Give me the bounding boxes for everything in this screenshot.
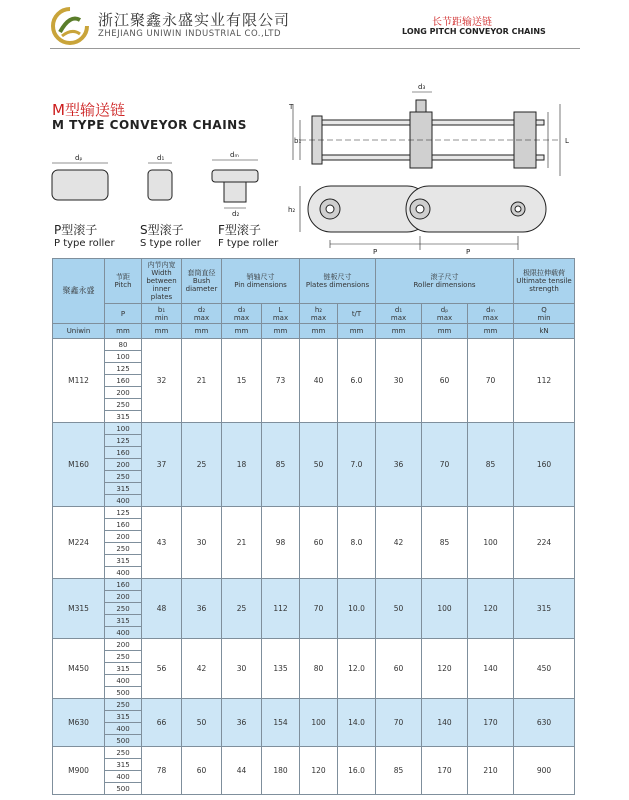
table-row	[53, 699, 575, 711]
brand-header: 聚鑫永盛	[53, 259, 105, 324]
pitch-cell: 160	[105, 579, 142, 591]
sym-p: P	[105, 304, 142, 324]
sym-d2: d₂ max	[182, 304, 222, 324]
product-line-cn: 长节距输送链	[432, 17, 492, 28]
value-cell-tt: 12.0	[338, 639, 376, 699]
sym-d1: d₁ max	[376, 304, 422, 324]
pitch-cell: 200	[105, 531, 142, 543]
series-cell: M160	[53, 423, 105, 507]
company-logo-icon	[50, 6, 90, 46]
value-cell-d1: 36	[376, 423, 422, 507]
value-cell-b1: 48	[142, 579, 182, 639]
value-cell-q: 900	[514, 747, 575, 795]
value-cell-dp: 170	[422, 747, 468, 795]
value-cell-dp: 140	[422, 699, 468, 747]
pitch-cell: 250	[105, 471, 142, 483]
value-cell-b1: 56	[142, 639, 182, 699]
value-cell-b1: 37	[142, 423, 182, 507]
unit-cell: mm	[376, 324, 422, 339]
roller-f-dim2: d₂	[232, 210, 240, 218]
value-cell-dm: 85	[468, 423, 514, 507]
value-cell-dp: 70	[422, 423, 468, 507]
section-title-cn: M型输送链	[52, 101, 125, 119]
value-cell-dp: 85	[422, 507, 468, 579]
company-name-cn: 浙江聚鑫永盛实业有限公司	[98, 11, 291, 29]
value-cell-tt: 10.0	[338, 579, 376, 639]
value-cell-b1: 43	[142, 507, 182, 579]
pitch-cell: 125	[105, 363, 142, 375]
value-cell-q: 112	[514, 339, 575, 423]
value-cell-l: 135	[262, 639, 300, 699]
pitch-cell: 250	[105, 399, 142, 411]
plate-header: 链板尺寸 Plates dimensions	[300, 259, 376, 304]
strength-header: 极限拉伸载荷 Ultimate tensile strength	[514, 259, 575, 304]
series-cell: M315	[53, 579, 105, 639]
series-cell: M450	[53, 639, 105, 699]
value-cell-l: 180	[262, 747, 300, 795]
diagram-label-l: L	[565, 137, 569, 145]
table-row	[53, 639, 575, 651]
roller-p-dim: dₚ	[75, 154, 83, 162]
value-cell-h2: 70	[300, 579, 338, 639]
value-cell-d1: 30	[376, 339, 422, 423]
value-cell-tt: 7.0	[338, 423, 376, 507]
spec-table-body	[53, 339, 575, 795]
table-row	[53, 507, 575, 519]
unit-cell: mm	[300, 324, 338, 339]
value-cell-q: 630	[514, 699, 575, 747]
value-cell-d2: 50	[182, 699, 222, 747]
series-cell: M900	[53, 747, 105, 795]
roller-s-label: S型滚子 S type roller	[140, 223, 201, 249]
pitch-cell: 100	[105, 423, 142, 435]
pitch-cell: 100	[105, 351, 142, 363]
pitch-cell: 250	[105, 747, 142, 759]
unit-cell: mm	[468, 324, 514, 339]
value-cell-dm: 100	[468, 507, 514, 579]
value-cell-d3: 25	[222, 579, 262, 639]
pitch-cell: 160	[105, 447, 142, 459]
value-cell-d2: 21	[182, 339, 222, 423]
pitch-cell: 200	[105, 591, 142, 603]
value-cell-d2: 36	[182, 579, 222, 639]
value-cell-l: 73	[262, 339, 300, 423]
pitch-cell: 315	[105, 615, 142, 627]
unit-cell: mm	[182, 324, 222, 339]
value-cell-dm: 70	[468, 339, 514, 423]
pitch-cell: 500	[105, 687, 142, 699]
value-cell-d3: 36	[222, 699, 262, 747]
pitch-cell: 500	[105, 735, 142, 747]
value-cell-dm: 120	[468, 579, 514, 639]
value-cell-dp: 120	[422, 639, 468, 699]
width-header: 内节内宽 Width between inner plates	[142, 259, 182, 304]
pitch-cell: 315	[105, 411, 142, 423]
unit-cell: kN	[514, 324, 575, 339]
value-cell-dm: 210	[468, 747, 514, 795]
unit-cell: mm	[262, 324, 300, 339]
value-cell-q: 315	[514, 579, 575, 639]
pitch-cell: 125	[105, 435, 142, 447]
pitch-cell: 250	[105, 699, 142, 711]
pitch-cell: 160	[105, 519, 142, 531]
value-cell-h2: 50	[300, 423, 338, 507]
pitch-cell: 200	[105, 387, 142, 399]
value-cell-tt: 6.0	[338, 339, 376, 423]
value-cell-l: 112	[262, 579, 300, 639]
pitch-cell: 315	[105, 759, 142, 771]
bush-header: 套筒直径 Bush diameter	[182, 259, 222, 304]
roller-p-label: P型滚子 P type roller	[54, 223, 115, 249]
value-cell-d3: 18	[222, 423, 262, 507]
value-cell-q: 450	[514, 639, 575, 699]
series-cell: M112	[53, 339, 105, 423]
spec-table	[52, 258, 575, 795]
value-cell-b1: 78	[142, 747, 182, 795]
value-cell-l: 85	[262, 423, 300, 507]
sym-dm: dₘ max	[468, 304, 514, 324]
sym-q: Q min	[514, 304, 575, 324]
sym-tt: t/T	[338, 304, 376, 324]
value-cell-d1: 50	[376, 579, 422, 639]
table-row	[53, 747, 575, 759]
value-cell-h2: 80	[300, 639, 338, 699]
sym-l: L max	[262, 304, 300, 324]
value-cell-b1: 66	[142, 699, 182, 747]
pitch-cell: 315	[105, 483, 142, 495]
value-cell-l: 98	[262, 507, 300, 579]
value-cell-tt: 16.0	[338, 747, 376, 795]
pitch-cell: 400	[105, 723, 142, 735]
pitch-cell: 80	[105, 339, 142, 351]
pitch-cell: 250	[105, 543, 142, 555]
value-cell-h2: 40	[300, 339, 338, 423]
sym-dp: dₚ max	[422, 304, 468, 324]
pitch-cell: 250	[105, 651, 142, 663]
roller-f-label: F型滚子 F type roller	[218, 223, 279, 249]
value-cell-q: 160	[514, 423, 575, 507]
pitch-cell: 400	[105, 567, 142, 579]
page-header	[0, 0, 629, 48]
section-title-en: M TYPE CONVEYOR CHAINS	[52, 118, 247, 132]
value-cell-d2: 42	[182, 639, 222, 699]
pitch-cell: 315	[105, 555, 142, 567]
sym-b1: b₁ min	[142, 304, 182, 324]
pitch-cell: 400	[105, 627, 142, 639]
value-cell-q: 224	[514, 507, 575, 579]
roller-s-dim: d₁	[157, 154, 165, 162]
pitch-cell: 200	[105, 459, 142, 471]
value-cell-dp: 100	[422, 579, 468, 639]
value-cell-d1: 60	[376, 639, 422, 699]
pitch-cell: 500	[105, 783, 142, 795]
unit-cell: mm	[222, 324, 262, 339]
unit-cell: mm	[105, 324, 142, 339]
pitch-cell: 315	[105, 663, 142, 675]
pitch-cell: 250	[105, 603, 142, 615]
value-cell-d2: 60	[182, 747, 222, 795]
header-divider	[50, 48, 580, 49]
pitch-cell: 400	[105, 675, 142, 687]
value-cell-h2: 60	[300, 507, 338, 579]
table-row	[53, 579, 575, 591]
value-cell-b1: 32	[142, 339, 182, 423]
value-cell-h2: 100	[300, 699, 338, 747]
value-cell-d3: 44	[222, 747, 262, 795]
brand-en-header: Uniwin	[53, 324, 105, 339]
value-cell-d2: 25	[182, 423, 222, 507]
pitch-header: 节距 Pitch	[105, 259, 142, 304]
value-cell-dm: 170	[468, 699, 514, 747]
value-cell-d3: 15	[222, 339, 262, 423]
value-cell-dm: 140	[468, 639, 514, 699]
value-cell-dp: 60	[422, 339, 468, 423]
pitch-cell: 400	[105, 495, 142, 507]
value-cell-l: 154	[262, 699, 300, 747]
value-cell-d1: 42	[376, 507, 422, 579]
sym-d3: d₃ max	[222, 304, 262, 324]
value-cell-d3: 21	[222, 507, 262, 579]
diagram-label-p1: P	[373, 248, 378, 255]
table-row	[53, 423, 575, 435]
unit-cell: mm	[338, 324, 376, 339]
roller-header: 滚子尺寸 Roller dimensions	[376, 259, 514, 304]
table-row	[53, 339, 575, 351]
diagram-label-t: T	[289, 103, 294, 111]
pin-header: 销轴尺寸 Pin dimensions	[222, 259, 300, 304]
series-cell: M224	[53, 507, 105, 579]
product-line-en: LONG PITCH CONVEYOR CHAINS	[402, 27, 546, 36]
value-cell-d3: 30	[222, 639, 262, 699]
unit-cell: mm	[142, 324, 182, 339]
diagram-label-p2: P	[466, 248, 471, 255]
value-cell-tt: 14.0	[338, 699, 376, 747]
pitch-cell: 400	[105, 771, 142, 783]
company-name-en: ZHEJIANG UNIWIN INDUSTRIAL CO.,LTD	[98, 29, 281, 39]
diagram-label-b1: b₁	[294, 137, 302, 145]
value-cell-h2: 120	[300, 747, 338, 795]
value-cell-d1: 85	[376, 747, 422, 795]
pitch-cell: 315	[105, 711, 142, 723]
pitch-cell: 200	[105, 639, 142, 651]
series-cell: M630	[53, 699, 105, 747]
value-cell-tt: 8.0	[338, 507, 376, 579]
value-cell-d2: 30	[182, 507, 222, 579]
pitch-cell: 160	[105, 375, 142, 387]
unit-cell: mm	[422, 324, 468, 339]
roller-f-dim: dₘ	[230, 151, 239, 159]
diagram-label-d3: d₃	[418, 83, 426, 91]
pitch-cell: 125	[105, 507, 142, 519]
sym-h2: h₂ max	[300, 304, 338, 324]
value-cell-d1: 70	[376, 699, 422, 747]
diagram-label-h2: h₂	[288, 206, 296, 214]
